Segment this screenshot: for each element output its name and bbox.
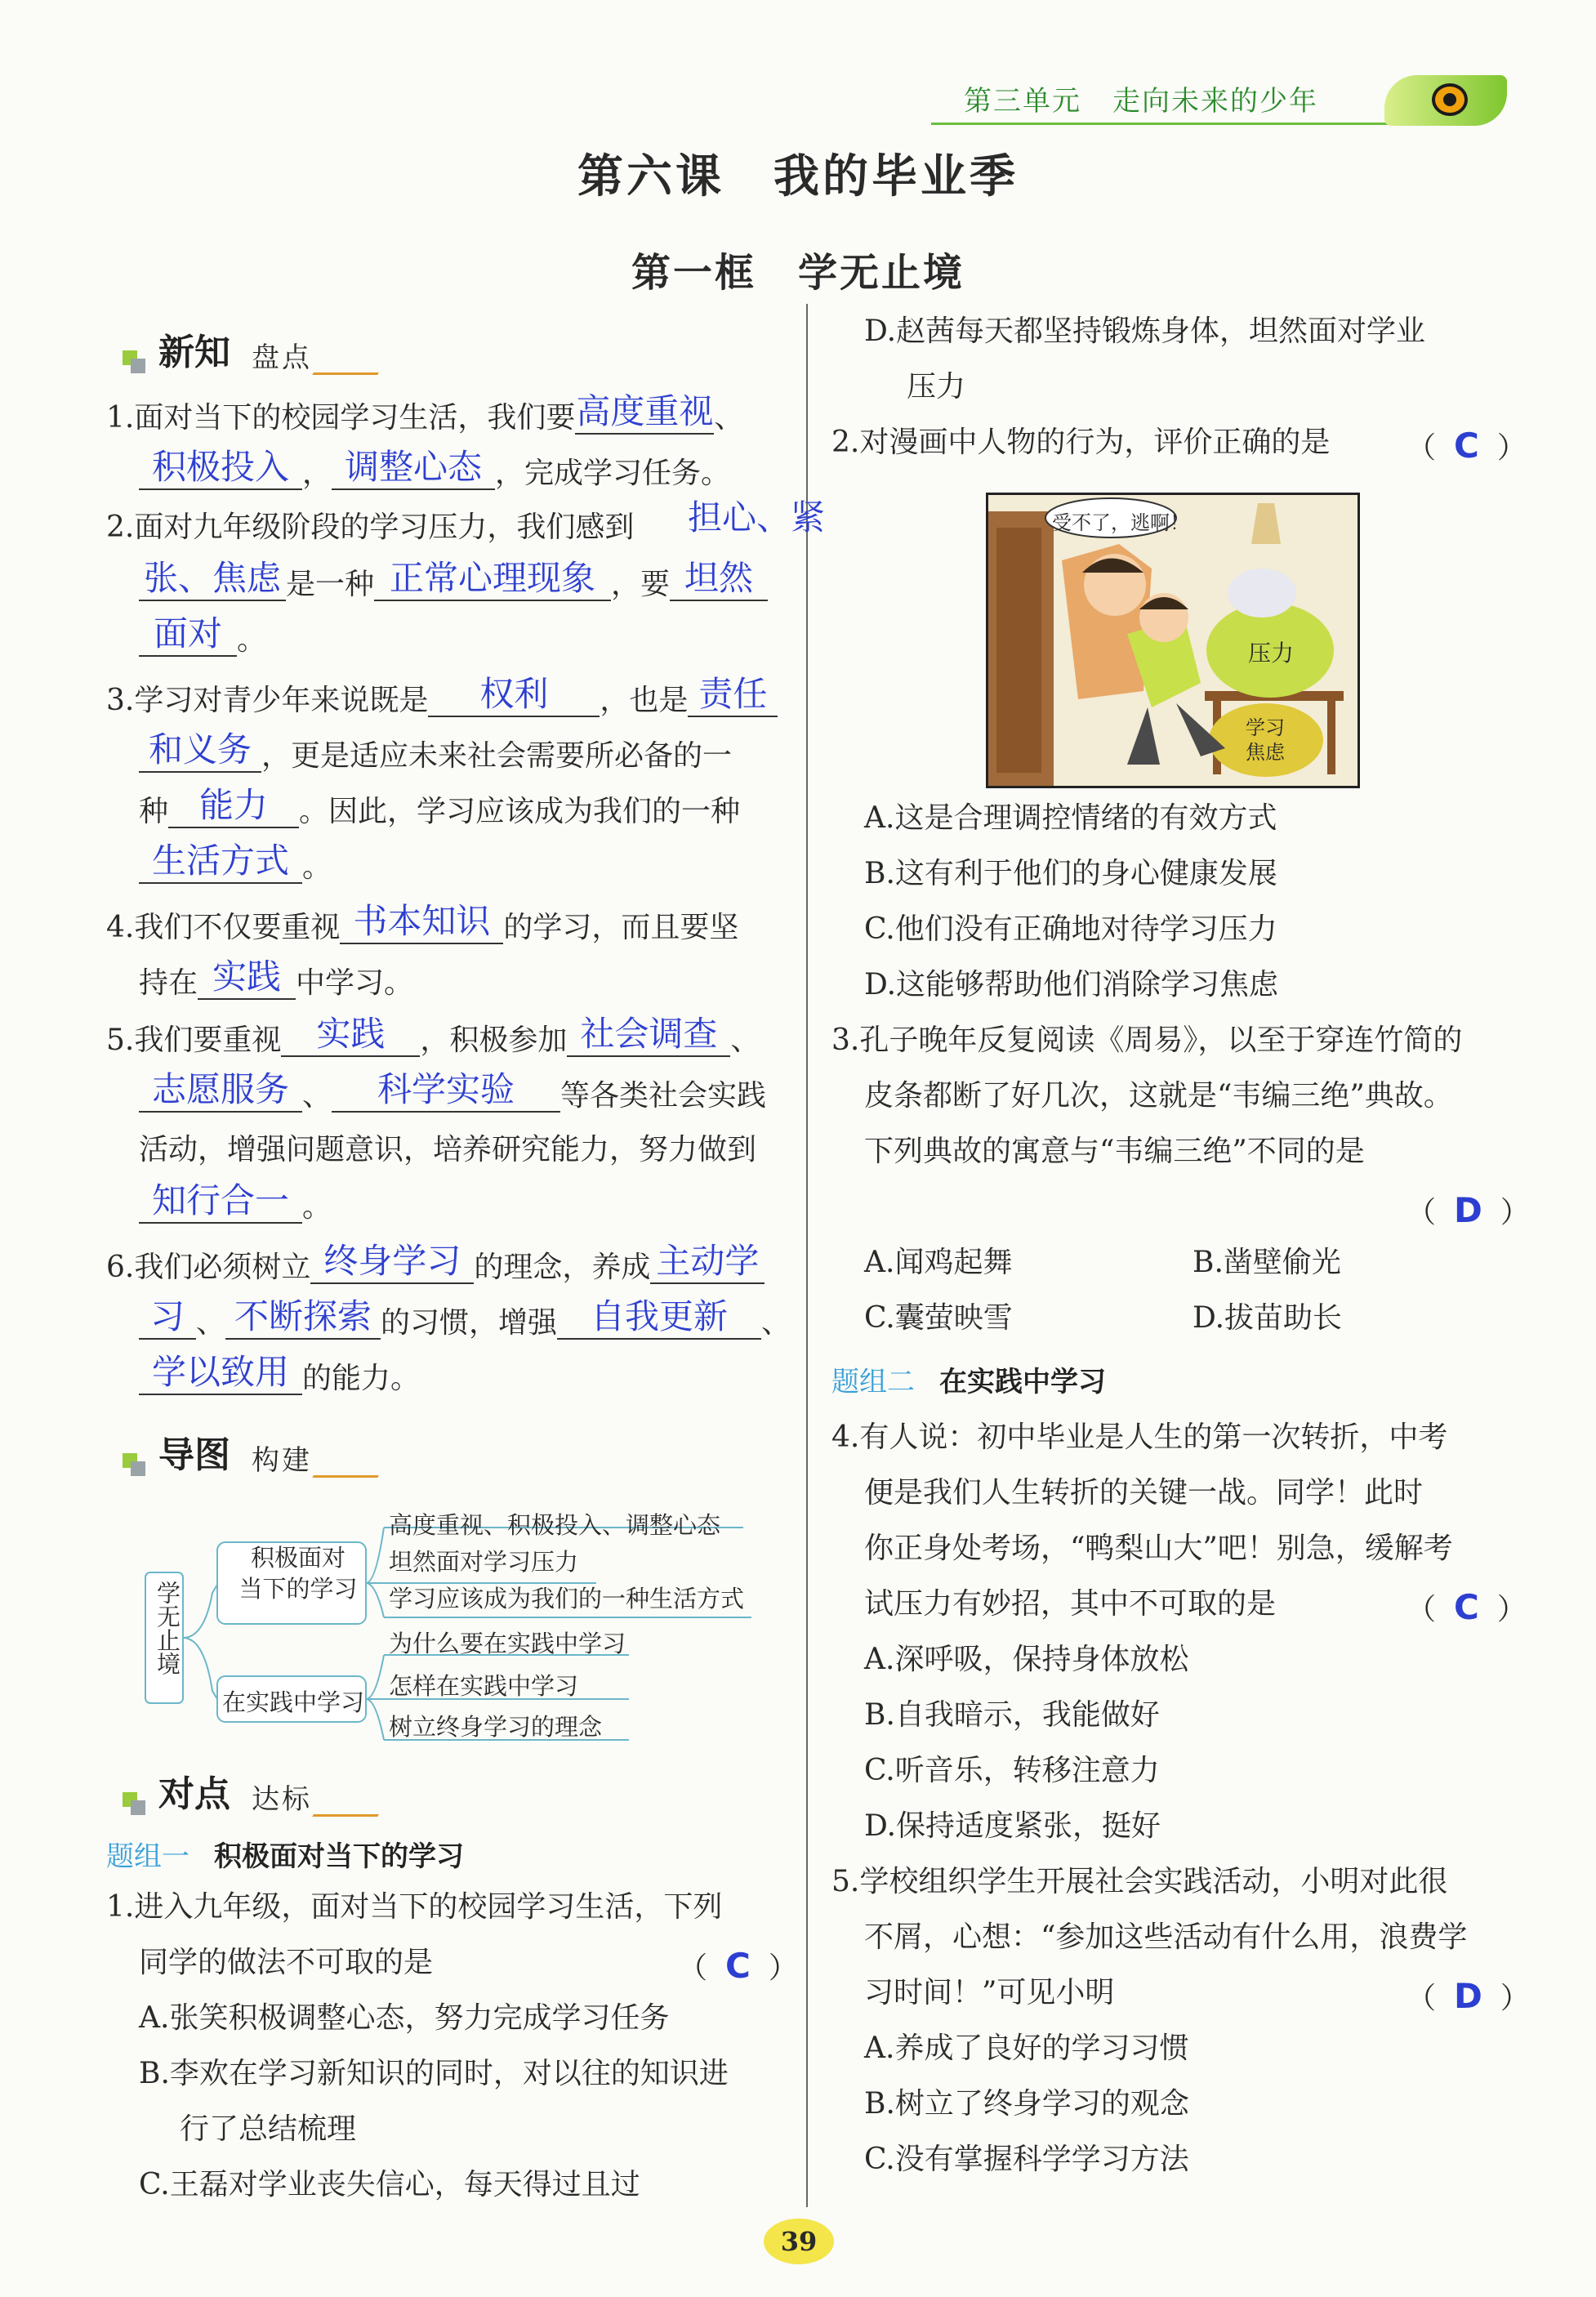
q4-option-d: D.保持适度紧张，挺好 [864, 1809, 1161, 1843]
mindmap-leaf: 坦然面对学习压力 [389, 1548, 579, 1576]
answer-blank: 自我更新 [557, 1305, 761, 1340]
answer-blank: 志愿服务 [139, 1078, 302, 1113]
section-heading: 新知 [158, 332, 230, 373]
answer-blank: 主动学 [650, 1250, 765, 1284]
answer-blank: 科学实验 [332, 1078, 560, 1113]
unit-header [964, 78, 1349, 118]
q4-stem: 4.有人说：初中毕业是人生的第一次转折，中考 [831, 1421, 1448, 1454]
q1-answer: （ C ） [678, 1946, 798, 1986]
comic-bag-pressure: 压力 [1248, 640, 1295, 667]
xinzhi-item-5-cont3: 知行合一 。 [139, 1189, 332, 1224]
q1-option-b: B.李欢在学习新知识的同时，对以往的知识进 [139, 2057, 729, 2090]
mindmap-leaf: 高度重视、积极投入、调整心态 [389, 1511, 721, 1539]
pencil-deco-icon [312, 1795, 390, 1817]
answer-blank: 调整心态 [332, 456, 495, 490]
q1-option-d: D.赵茜每天都坚持锻炼身体，坦然面对学业 [864, 314, 1426, 348]
q1-option-a: A.张笑积极调整心态，努力完成学习任务 [139, 2001, 670, 2035]
q5-stem-cont2: 习时间！”可见小明 [864, 1976, 1115, 2009]
xinzhi-item-5: 5.我们要重视 实践 ，积极参加 社会调查 、 [106, 1014, 760, 1057]
xinzhi-item-1: 1.面对当下的校园学习生活，我们要 高度重视 、 [106, 391, 744, 435]
comic-bag-anxiety: 学习 焦虑 [1246, 716, 1285, 764]
answer-blank: 正常心理现象 [374, 567, 611, 601]
mindmap-leaf: 树立终身学习的理念 [389, 1713, 603, 1741]
xinzhi-item-2-cont: 张、焦虑 是一种 正常心理现象 ，要 坦然 [139, 567, 768, 601]
answer-blank: 权利 [428, 683, 600, 717]
answer-blank: 能力 [168, 794, 299, 828]
section-xinzhi [123, 323, 384, 375]
mindmap-branch-2: 在实践中学习 [221, 1688, 364, 1716]
xinzhi-item-4: 4.我们不仅要重视 书本知识 的学习，而且要坚 [106, 901, 739, 944]
section-heading: 对点 [158, 1773, 230, 1815]
xinzhi-item-3-cont: 和义务 ，更是适应未来社会需要所必备的一 [139, 738, 732, 773]
q1-option-b-cont: 行了总结梳理 [180, 2112, 357, 2146]
answer-blank: 习 [139, 1305, 196, 1340]
xinzhi-item-6: 6.我们必须树立 终身学习 的理念，养成 主动学 [106, 1250, 765, 1284]
xinzhi-item-4-cont: 持在 实践 中学习。 [139, 957, 414, 1000]
xinzhi-item-5-cont2: 活动，增强问题意识，培养研究能力，努力做到 [139, 1133, 757, 1166]
q3-option-a: A.闻鸡起舞 [864, 1246, 1013, 1279]
mindmap-leaf: 为什么要在实践中学习 [389, 1630, 626, 1657]
answer-blank: 不断探索 [225, 1305, 381, 1340]
q4-stem-cont3: 试压力有妙招，其中不可取的是 [864, 1587, 1277, 1621]
q4-stem-cont2: 你正身处考场，“鸭梨山大”吧！别急，缓解考 [864, 1532, 1453, 1565]
answer-blank: 书本知识 [340, 910, 503, 944]
xinzhi-item-6-cont2: 学以致用 的能力。 [139, 1361, 420, 1395]
comic-drawing [988, 495, 1357, 786]
comic-speech-bubble: 受不了，逃啊！ [1052, 511, 1189, 534]
q3-stem-cont2: 下列典故的寓意与“韦编三绝”不同的是 [864, 1135, 1365, 1168]
comic-illustration [986, 493, 1360, 788]
section-bullet-icon [123, 1792, 147, 1817]
q5-answer: （ D ） [1407, 1976, 1530, 2016]
section-subheading: 盘点 [252, 341, 312, 374]
q4-stem-cont: 便是我们人生转折的关键一战。同学！此时 [864, 1476, 1424, 1510]
q4-option-c: C.听音乐，转移注意力 [864, 1754, 1160, 1787]
xinzhi-item-3-cont2: 种 能力 。因此，学习应该成为我们的一种 [139, 785, 741, 828]
q3-stem: 3.孔子晚年反复阅读《周易》，以至于穿连竹简的 [831, 1024, 1463, 1057]
pencil-deco-icon [312, 353, 390, 375]
q1-option-d-cont: 压力 [907, 370, 966, 404]
xinzhi-item-3-cont3: 生活方式 。 [139, 850, 332, 884]
mindmap-root: 学无止境 [154, 1581, 181, 1675]
q1-stem-cont: 同学的做法不可取的是 [139, 1946, 434, 1979]
q2-option-d: D.这能够帮助他们消除学习焦虑 [864, 968, 1279, 1001]
section-heading: 导图 [158, 1434, 230, 1476]
section-daotu [123, 1425, 384, 1478]
answer-blank: 生活方式 [139, 850, 302, 884]
question-group-1: 题组一 积极面对当下的学习 [106, 1840, 464, 1873]
section-subheading: 达标 [252, 1783, 312, 1816]
mindmap-branch-1: 积极面对 当下的学习 [239, 1544, 358, 1603]
answer-blank: 面对 [139, 622, 237, 657]
page-number: 39 [764, 2219, 834, 2264]
q3-answer: （ D ） [1407, 1190, 1530, 1230]
section-bullet-icon [123, 350, 147, 375]
q5-option-b: B.树立了终身学习的观念 [864, 2087, 1189, 2121]
answer-blank: 终身学习 [310, 1250, 474, 1284]
mindmap-leaf: 学习应该成为我们的一种生活方式 [389, 1585, 745, 1612]
xinzhi-item-1-cont: 积极投入 ， 调整心态 ，完成学习任务。 [139, 456, 730, 490]
answer-blank: 社会调查 [567, 1023, 730, 1057]
unit-number: 第三单元 [964, 85, 1081, 118]
q3-option-b: B.凿壁偷光 [1193, 1246, 1341, 1279]
q1-option-c: C.王磊对学业丧失信心，每天得过且过 [139, 2168, 640, 2201]
q2-option-b: B.这有利于他们的身心健康发展 [864, 857, 1277, 890]
answer-blank: 实践 [198, 966, 296, 1000]
question-group-2: 题组二 在实践中学习 [831, 1366, 1106, 1398]
q3-option-c: C.囊萤映雪 [864, 1301, 1013, 1335]
lesson-title: 第六课 我的毕业季 [577, 149, 1019, 203]
header-rule [931, 123, 1389, 125]
xinzhi-item-6-cont: 习 、 不断探索 的习惯，增强 自我更新 、 [139, 1305, 791, 1340]
answer-blank: 学以致用 [139, 1361, 302, 1395]
xinzhi-item-3: 3.学习对青少年来说既是 权利 ，也是 责任 [106, 683, 778, 717]
xinzhi-item-5-cont: 志愿服务 、 科学实验 等各类社会实践 [139, 1078, 766, 1113]
mindmap-leaf: 怎样在实践中学习 [389, 1672, 579, 1700]
xinzhi-item-2: 2.面对九年级阶段的学习压力，我们感到 担心、紧 [106, 497, 826, 544]
q2-answer: （ C ） [1407, 426, 1527, 466]
answer-blank: 知行合一 [139, 1189, 302, 1224]
logo-badge [1384, 75, 1507, 126]
answer-blank: 坦然 [670, 567, 768, 601]
xinzhi-item-2-cont2: 面对 。 [139, 622, 266, 657]
q2-option-c: C.他们没有正确地对待学习压力 [864, 912, 1277, 946]
section-bullet-icon [123, 1453, 147, 1478]
answer-blank: 高度重视 [575, 400, 714, 435]
q3-option-d: D.拔苗助长 [1193, 1301, 1343, 1335]
q4-option-b: B.自我暗示，我能做好 [864, 1698, 1160, 1732]
answer-blank: 责任 [688, 683, 778, 717]
answer-blank: 和义务 [139, 738, 261, 773]
q4-answer: （ C ） [1407, 1587, 1527, 1627]
section-subheading: 构建 [252, 1444, 312, 1477]
column-divider [806, 304, 808, 2207]
q2-stem: 2.对漫画中人物的行为，评价正确的是 [831, 426, 1331, 459]
section-duidian [123, 1764, 384, 1817]
answer-blank: 张、焦虑 [139, 567, 286, 601]
q5-option-c: C.没有掌握科学学习方法 [864, 2143, 1189, 2176]
q2-option-a: A.这是合理调控情绪的有效方式 [864, 801, 1277, 835]
q5-stem-cont: 不屑，心想：“参加这些活动有什么用，浪费学 [864, 1920, 1468, 1954]
q3-stem-cont: 皮条都断了好几次，这就是“韦编三绝”典故。 [864, 1079, 1453, 1113]
eye-logo-icon [1432, 83, 1468, 116]
q5-option-a: A.养成了良好的学习习惯 [864, 2032, 1189, 2065]
pencil-deco-icon [312, 1456, 390, 1478]
q5-stem: 5.学校组织学生开展社会实践活动，小明对此很 [831, 1865, 1448, 1898]
q1-stem: 1.进入九年级，面对当下的校园学习生活，下列 [106, 1890, 723, 1924]
q4-option-a: A.深呼吸，保持身体放松 [864, 1643, 1189, 1676]
section-title: 第一框 学无止境 [631, 250, 965, 296]
answer-blank: 实践 [281, 1023, 420, 1057]
unit-title: 走向未来的少年 [1112, 85, 1318, 118]
answer-blank: 积极投入 [139, 456, 302, 490]
